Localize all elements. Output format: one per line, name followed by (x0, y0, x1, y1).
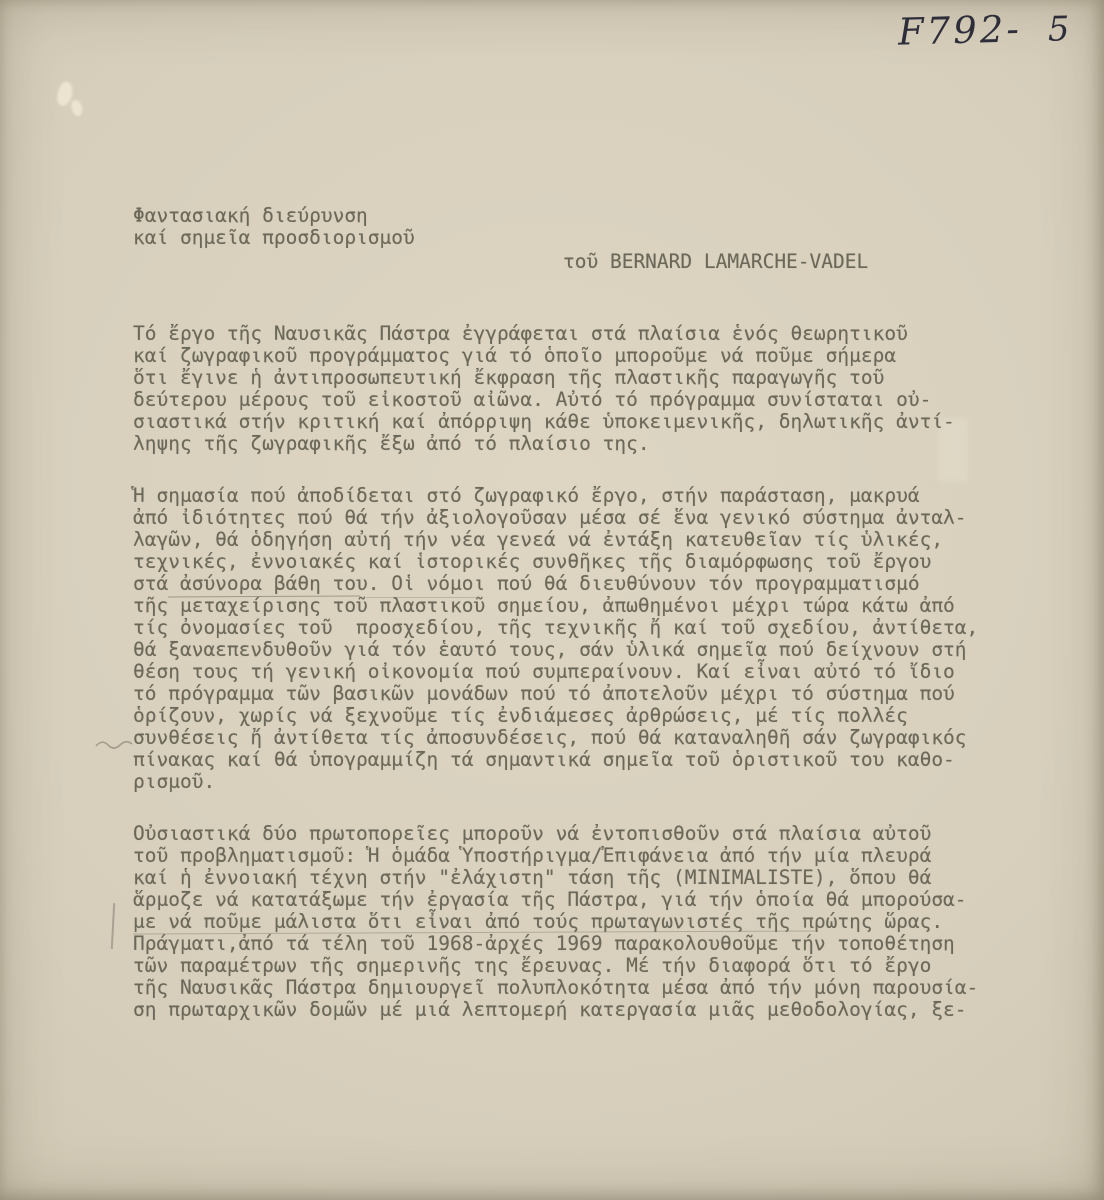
typed-line: ληψης τῆς ζωγραφικῆς ἔξω ἀπό τό πλαίσιο της. (133, 432, 650, 455)
annotation-number: 5 (1047, 9, 1073, 50)
typed-line: Ἡ σημασία πού ἀποδίδεται στό ζωγραφικό ἔργο, στήν παράσταση, μακρυά (133, 484, 920, 507)
document-title (133, 205, 1023, 249)
paragraph (133, 323, 1023, 455)
typed-line: ὅτι ἔγινε ἡ ἀντιπροσωπευτική ἔκφραση τῆς πλαστικῆς παραγωγῆς τοῦ (133, 366, 885, 389)
typed-line: ἀπό ἰδιότητες πού θά τήν ἀξιολογοῦσαν μέσα σέ ἕνα γενικό σύστημα ἀνταλ- (133, 506, 967, 529)
typed-line: με νά ποῦμε μάλιστα ὅτι εἶναι ἀπό τούς πρωταγωνιστές τῆς πρώτης ὥρας. (133, 910, 944, 933)
typed-line: ρισμοῦ. (133, 770, 216, 793)
document-body (133, 323, 1023, 1021)
typed-line: δεύτερου μέρους τοῦ εἰκοστοῦ αἰῶνα. Αὐτό τό πρόγραμμα συνίσταται οὐ- (133, 388, 932, 411)
author-byline: τοῦ BERNARD LAMARCHE-VADEL (563, 250, 869, 273)
typed-line: ὁρίζουν, χωρίς νά ξεχνοῦμε τίς ἐνδιάμεσες ἀρθρώσεις, μέ τίς πολλές (133, 704, 908, 727)
title-line: καί σημεῖα προσδιορισμοῦ (133, 226, 415, 249)
typed-line: Πράγματι,ἀπό τά τέλη τοῦ 1968-ἀρχές 1969 παρακολουθοῦμε τήν τοποθέτηση (133, 932, 955, 955)
pencil-squiggle (94, 737, 134, 751)
typed-line: λαγῶν, θά ὁδηγήση αὐτή τήν νέα γενεά νά ἐντάξη κατευθεῖαν τίς ὑλικές, (133, 528, 944, 551)
typed-line: Τό ἔργο τῆς Ναυσικᾶς Πάστρα ἐγγράφεται στά πλαίσια ἑνός θεωρητικοῦ (133, 322, 908, 345)
typed-line: τῶν παραμέτρων τῆς σημερινῆς της ἔρευνας. Μέ τήν διαφορά ὅτι τό ἔργο (133, 954, 932, 977)
pencil-margin-stroke (111, 903, 115, 949)
document-text (133, 205, 1023, 1021)
typed-line: καί ζωγραφικοῦ προγράμματος γιά τό ὁποῖο μποροῦμε νά ποῦμε σήμερα (133, 344, 897, 367)
typed-line: θά ξαναεπενδυθοῦν γιά τόν ἑαυτό τους, σάν ὑλικά σημεῖα πού δείχνουν στή (133, 638, 967, 661)
typed-line: τίς ὀνομασίες τοῦ προσχεδίου, τῆς τεχνικῆς ἤ καί τοῦ σχεδίου, ἀντίθετα, (133, 616, 979, 639)
typed-line: καί ἡ ἐννοιακή τέχνη στήν "ἐλάχιστη" τάση τῆς (MINIMALISTE), ὅπου θά (133, 866, 932, 889)
typed-line: συνθέσεις ἤ ἀντίθετα τίς ἀποσυνδέσεις, πού θά καταναληθῆ σάν ζωγραφικός (133, 726, 967, 749)
typed-line: τῆς μεταχείρισης τοῦ πλαστικοῦ σημείου, ἀπωθημένοι μέχρι τώρα κάτω ἀπό (133, 594, 955, 617)
annotation-code: F792- (897, 7, 1023, 54)
paragraph (133, 485, 1023, 793)
paragraph (133, 823, 1023, 1021)
typed-line: θέση τους τή γενική οἰκονομία πού συμπεραίνουν. Καί εἶναι αὐτό τό ἴδιο (133, 660, 955, 683)
typed-line: ση πρωταρχικῶν δομῶν μέ μιά λεπτομερή κατεργασία μιᾶς μεθοδολογίας, ξε- (133, 998, 967, 1021)
typed-line: πίνακας καί θά ὑπογραμμίζη τά σημαντικά σημεῖα τοῦ ὁριστικοῦ του καθο- (133, 748, 955, 771)
title-line: Φαντασιακή διεύρυνση (133, 204, 368, 227)
pencil-underline (366, 597, 478, 598)
typed-line: τοῦ προβληματισμοῦ: Ἡ ὁμάδα Ὑποστήριγμα/Ἐπιφάνεια ἀπό τήν μία πλευρά (133, 844, 932, 867)
typed-line: τῆς Ναυσικᾶς Πάστρα δημιουργεῖ πολυπλοκότητα μέσα ἀπό τήν μόνη παρουσία- (133, 976, 979, 999)
paper-crease (70, 99, 83, 117)
typed-line: τό πρόγραμμα τῶν βασικῶν μονάδων πού τό ἀποτελοῦν μέχρι τό σύστημα πού (133, 682, 955, 705)
archival-annotation (897, 5, 1098, 53)
typed-line: Οὐσιαστικά δύο πρωτοπορεῖες μποροῦν νά ἐντοπισθοῦν στά πλαίσια αὐτοῦ (133, 822, 932, 845)
typed-line: σιαστικά στήν κριτική καί ἀπόρριψη κάθε ὑποκειμενικῆς, δηλωτικῆς ἀντί- (133, 410, 955, 433)
typed-line: στά ἀσύνορα βάθη του. Οἱ νόμοι πού θά διευθύνουν τόν προγραμματισμό (133, 572, 920, 595)
typed-line: ἅρμοζε νά κατατάξωμε τήν ἐργασία τῆς Πάστρα, γιά τήν ὁποία θά μπορούσα- (133, 888, 967, 911)
typed-line: τεχνικές, ἐννοιακές καί ἱστορικές συνθῆκες τῆς διαμόρφωσης τοῦ ἔργου (133, 550, 932, 573)
